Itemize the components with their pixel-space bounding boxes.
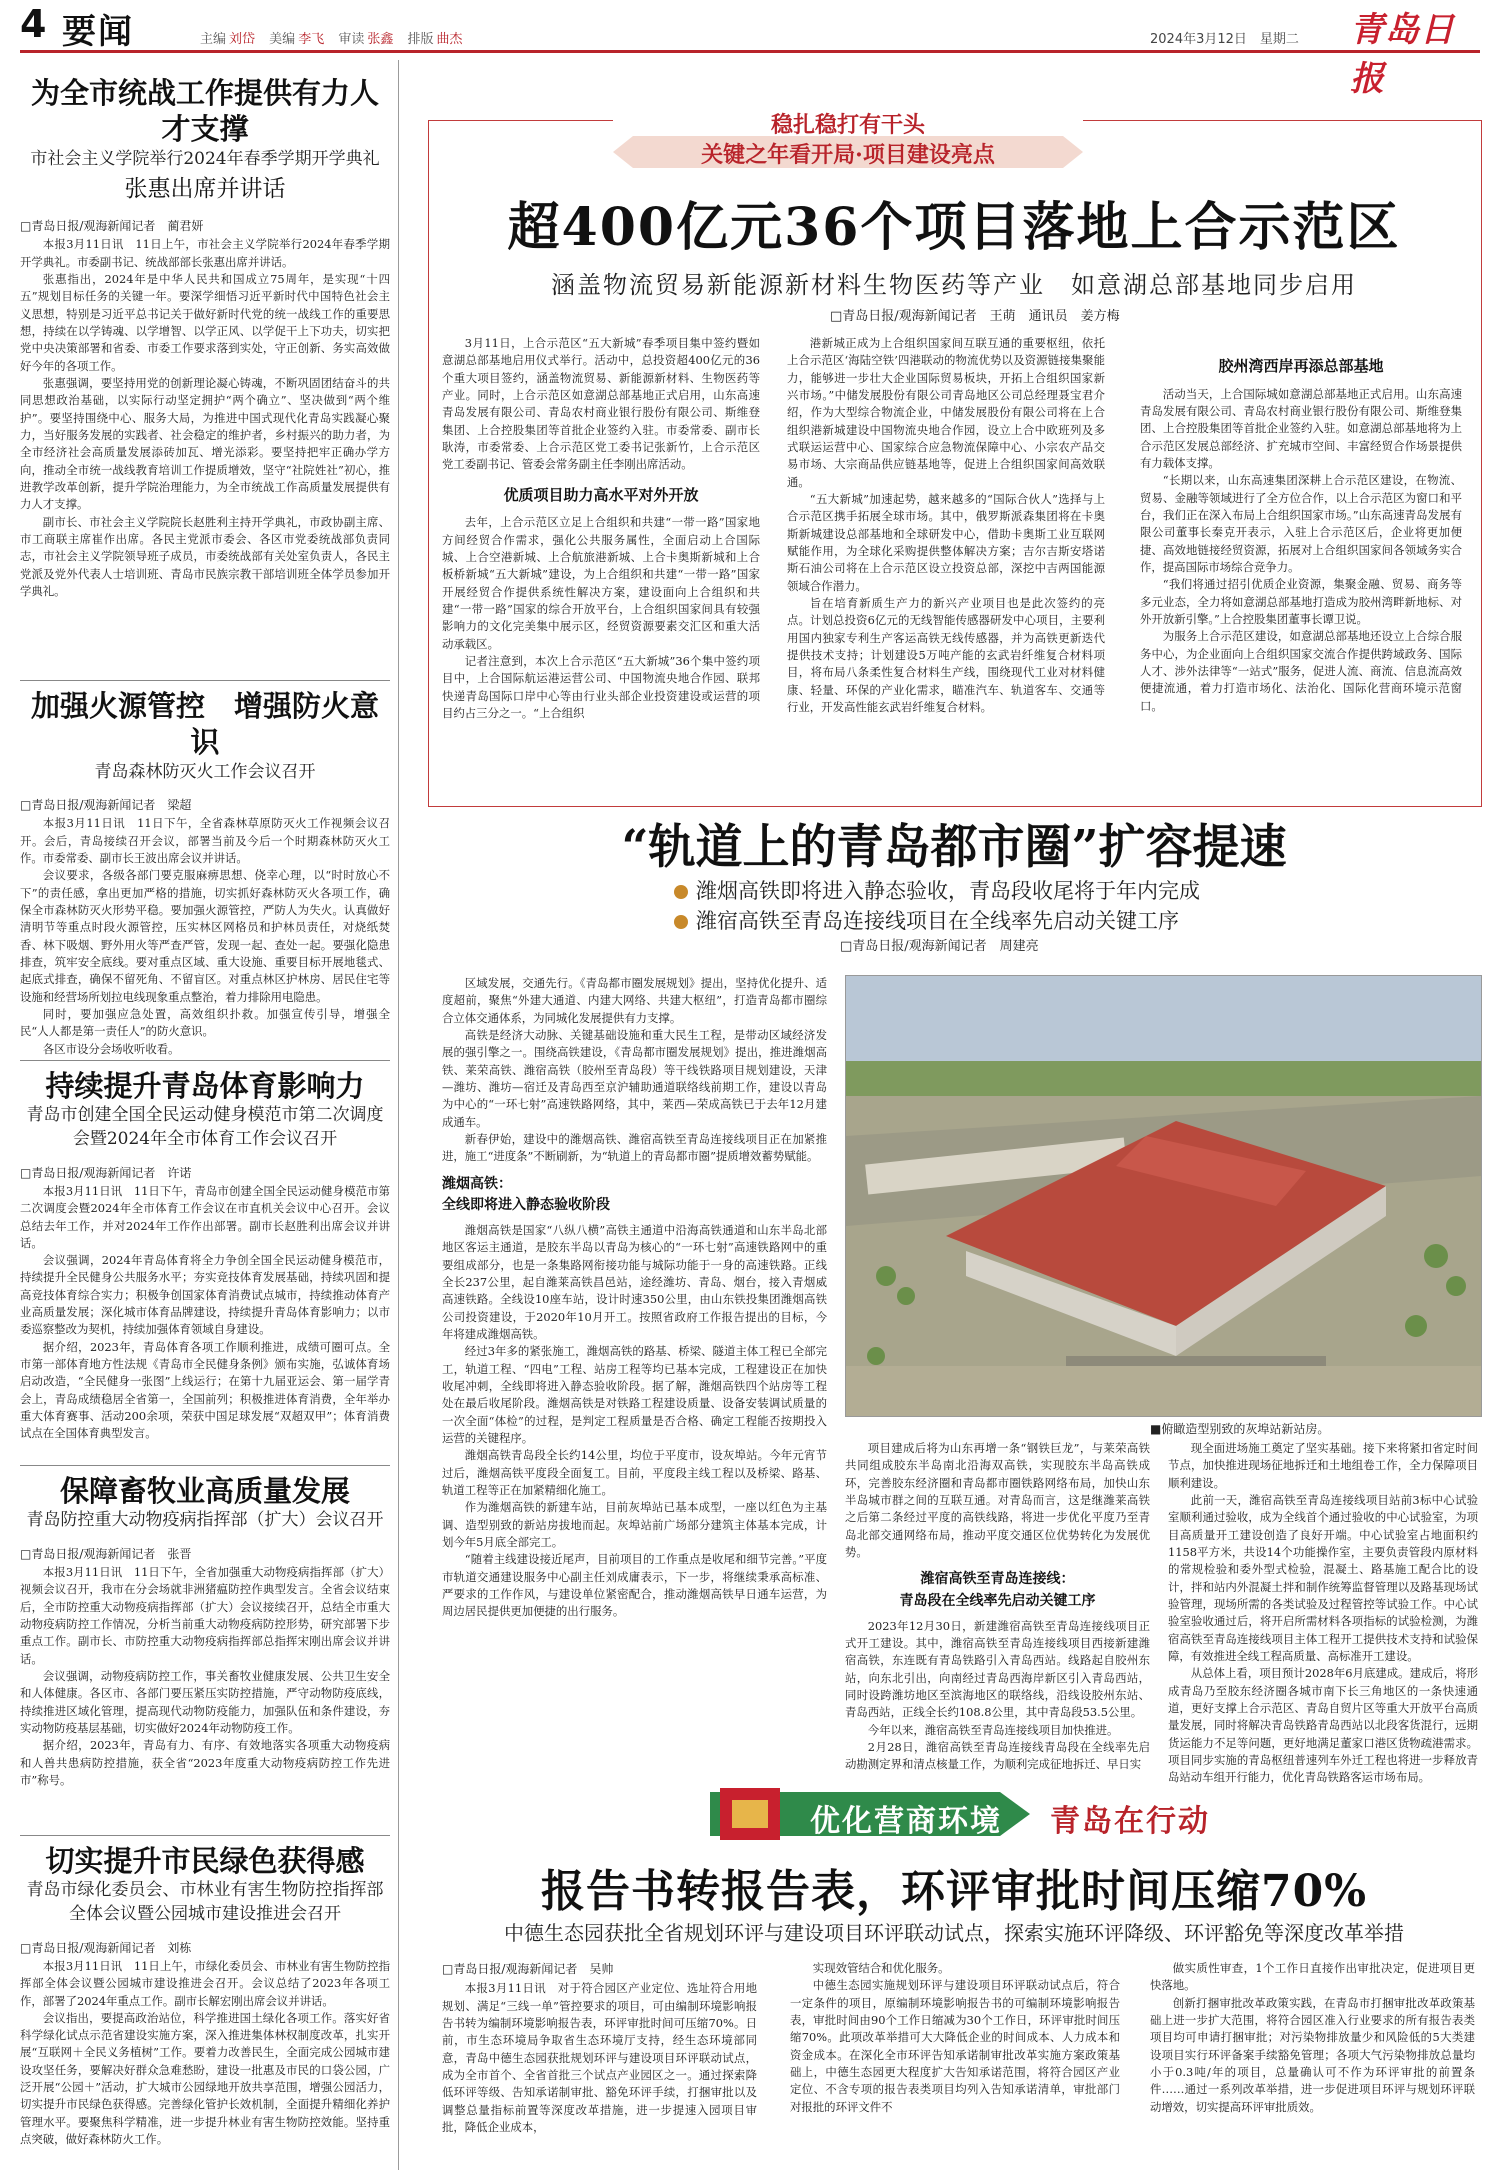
paragraph: 潍烟高铁是国家“八纵八横”高铁主通道中沿海高铁通道和山东半岛北部地区客运主通道，是胶东半岛以青岛为核心的“一环七射”高速铁路网中的重要组成部分，也是一条集路网衔接功能与城际功能于一身的高速铁路。正线全长237公里，起自潍莱高铁昌邑站，途经潍坊、青岛、烟台，接入青烟威高速铁路。全线设10座车站，设计时速350公里，由山东铁投集团潍烟高铁公司投资建设，于2020年10月开工。按照省政府工作报告提出的目标，今年将建成潍烟高铁。 — [442, 1223, 827, 1342]
paragraph: 为服务上合示范区建设，如意湖总部基地还设立上合综合服务中心，为企业面向上合组织国家交流合作提供跨域政务、国际人才、涉外法律等“一站式”服务，促进人流、商流、信息流高效便捷流通，着力打造市场化、法治化、国际化营商环境示范窗口。 — [1140, 629, 1462, 713]
article-livestock — [20, 1473, 390, 1789]
bottom-column-3 — [1150, 1960, 1475, 2116]
article-body — [20, 1183, 390, 1443]
feature-subhead: 优质项目助力高水平对外开放 — [503, 485, 699, 504]
issue-date: 2024年3月12日 星期二 — [1150, 32, 1299, 47]
rail-bullet — [674, 905, 1179, 935]
paragraph: 本报3月11日讯 对于符合园区产业定位、选址符合用地规划、满足“三线一单”管控要求的项目，可由编制环境影响报告书转为编制环境影响报告表，环评审批时间可压缩70%。日前，市生态环境局争取省生态环境厅支持，经生态环境部同意，青岛中德生态园获批规划环评与建设项目环评联动试点，成为全市首个、全省首批三个试点产业园区之一。通过探索降低环评等级、告知承诺制审批、豁免环评手续，打捆审批以及调整总量指标前置等深度改革措施，进一步提速入园项目审批，降低企业成本， — [442, 1981, 757, 2134]
paragraph: 张惠强调，要坚持用党的创新理论凝心铸魂，不断巩固团结奋斗的共同思想政治基础，以实际行动坚定拥护“两个确立”、坚决做到“两个维护”。要坚持围绕中心、服务大局，为推进中国式现代化青岛实践凝心聚力，当好服务发展的实践者、社会稳定的维护者，乡村振兴的助力者，为全市经济社会高质量发展添砖加瓦、增光添彩。要坚持把牢正确办学方向，推动全市统一战线教育培训工作提质增效，坚守“社院姓社”初心，推进教学改革创新，提升学院治理能力，为全市统战工作高质量发展提供有力人才支撑。 — [20, 376, 390, 512]
paragraph: 活动当天，上合国际城如意湖总部基地正式启用。山东高速青岛发展有限公司、青岛农村商业银行股份有限公司、斯维登集团、上合控股集团等首批企业签约入驻。如意湖总部基地将为上合示范区发展总部经济、扩充城市空间、丰富经贸合作场景提供有力载体支撑。 — [1140, 386, 1462, 471]
article-subhead: 市社会主义学院举行2024年春季学期开学典礼 — [30, 148, 380, 169]
photo-caption: ■俯瞰造型别致的灰埠站新站房。 — [1150, 1422, 1330, 1436]
bottom-kicker-2: 青岛在行动 — [1050, 1804, 1210, 1839]
rail-subhead — [845, 1569, 1150, 1612]
paragraph: 中德生态园实施规划环评与建设项目环评联动试点后，符合一定条件的项目，原编制环境影响报告书的可编制环境影响报告表，审批时间由90个工作日缩减为30个工作日，环评审批时间压缩70%。此项改革举措可大大降低企业的时间成本、人力成本和资金成本。在深化全市环评告知承诺制审批改革实施方案政策基础上，中德生态园更大程度扩大告知承诺范围，将符合园区产业定位、不含专项的报告表类项目均列入告知承诺清单，审批部门对报批的环评文件不 — [790, 1978, 1120, 2114]
left-news-column — [20, 60, 399, 2170]
paragraph: 高铁是经济大动脉、关键基础设施和重大民生工程，是带动区域经济发展的强引擎之一。围绕高铁建设，《青岛都市圈发展规划》提出，推进潍烟高铁、莱荣高铁、潍宿高铁（胶州至青岛段）等干线铁路项目规划建设，天津—潍坊、潍坊—宿迁及青岛西至京沪辅助通道联络线前期工作，建设以青岛为中心的“一环七射”高速铁路网络，其中，莱西—荣成高铁已于去年12月建成通车。 — [442, 1027, 827, 1129]
article-sports — [20, 1068, 390, 1443]
staff-name: 刘岱 — [229, 32, 256, 47]
article-body — [20, 1564, 390, 1789]
article-subhead: 青岛市绿化委员会、市林业有害生物防控指挥部全体会议暨公园城市建设推进会召开 — [26, 1880, 384, 1925]
article-body — [20, 236, 390, 600]
section-name: 要闻 — [62, 12, 134, 52]
paragraph: 创新打捆审批改革政策实践，在青岛市打捆审批改革政策基础上进一步扩大范围，将符合园区准入行业要求的所有报告表类项目均可申请打捆审批；对污染物排放量少和风险低的5大类建设项目实行环评备案手续豁免管理；各项大气污染物排放总量均小于0.3吨/年的项目，总量确认可不作为环评审批的前置条件……通过一系列改革举措，进一步促进项目环评与规划环评联动增效，切实提高环评审批质效。 — [1150, 1995, 1475, 2114]
editorial-staff — [200, 28, 473, 47]
staff-name: 张鑫 — [367, 32, 394, 47]
staff-role: 主编 — [200, 32, 227, 47]
article-body — [20, 815, 390, 1058]
paragraph: “随着主线建设接近尾声，目前项目的工作重点是收尾和细节完善。”平度市轨道交通建设服务中心副主任刘成庸表示，下一步，将继续秉承高标准、严要求的工作作风，与建设单位紧密配合，推动潍烟高铁早日通车运营，为周边居民提供更加便捷的出行服务。 — [442, 1552, 827, 1619]
divider — [20, 1465, 390, 1466]
feature-column-2 — [787, 335, 1105, 716]
article-subhead: 青岛防控重大动物疫病指挥部（扩大）会议召开 — [26, 1510, 384, 1531]
article-forest-fire — [20, 688, 390, 1058]
staff-role: 美编 — [269, 32, 296, 47]
paragraph: 潍烟高铁青岛段全长约14公里，均位于平度市，设灰埠站。今年元宵节过后，潍烟高铁平度段全面复工。目前，平度段主线工程以及桥梁、路基、轨道工程等正在加紧精细化施工。 — [442, 1448, 827, 1498]
divider — [20, 1060, 390, 1061]
paragraph: 会议指出，要提高政治站位，科学推进国土绿化各项工作。落实好省科学绿化试点示范省建设实施方案，深入推进集体林权制度改革，扎实开展“互联网＋全民义务植树”工作。要着力改善民生，全面完成公园城市建设攻坚任务，要解决好群众急难愁盼，建设一批惠及市民的口袋公园，广泛开展“公园＋”活动，扩大城市公园绿地开放共享范围，增强公园活力，切实提升市民绿色获得感。完善绿化管护长效机制，全面提升精细化养护管理水平。要聚焦科学精准，进一步提升林业有害生物防控效能。坚持重点突破，做好森林防火工作。 — [20, 2010, 390, 2147]
paragraph: 港新城正成为上合组织国家间互联互通的重要枢纽，依托上合示范区‘海陆空铁’四港联动的物流优势以及资源链接集聚能力，能够进一步壮大企业国际贸易板块，开拓上合组织国家新兴市场。”中储发展股份有限公司青岛地区公司总经理聂宝君介绍，作为大型综合物流企业，中储发展股份有限公司将在上合组织港新城建设中国物流央地合作园，设立上合中欧班列及多式联运运营中心、国家综合应急物流保障中心、小宗农产品交易市场、大宗商品供应链基地等，促进上合组织国家间高效联通。 — [787, 336, 1105, 489]
rail-bullet-text: 潍烟高铁即将进入静态验收，青岛段收尾将于年内完成 — [696, 879, 1200, 903]
rail-subhead-subtitle: 青岛段在全线率先启动关键工序 — [899, 1592, 1096, 1609]
article-byline: □青岛日报/观海新闻记者 蔺君妍 — [20, 219, 204, 234]
paragraph: 本报3月11日讯 11日上午，市绿化委员会、市林业有害生物防控指挥部全体会议暨公园城市建设推进会召开。会议总结了2023年各项工作，部署了2024年重点工作。副市长解宏刚出席会议并讲话。 — [20, 1958, 390, 2008]
rail-headline: “轨道上的青岛都市圈”扩容提速 — [621, 820, 1287, 875]
rail-bullet-text: 潍宿高铁至青岛连接线项目在全线率先启动关键工序 — [696, 909, 1179, 933]
feature-column-3 — [1140, 355, 1462, 715]
paragraph: 做实质性审查，1个工作日直接作出审批决定，促进项目更快落地。 — [1150, 1961, 1475, 1993]
rail-column-3 — [1168, 1440, 1478, 1787]
article-headline: 持续提升青岛体育影响力 — [45, 1069, 365, 1103]
article-byline: □青岛日报/观海新闻记者 张晋 — [20, 1547, 192, 1562]
paragraph: 从总体上看，项目预计2028年6月底建成。建成后，将形成青岛乃至胶东经济圈各城市南下长三角地区的一条快速通道，更好支撑上合示范区、青岛自贸片区等重大开放平台高质量发展，同时将解决青岛铁路青岛西站以北段客货混行，远期货运能力不足等问题，更好地满足董家口港区货物疏港需求。项目同步实施的青岛枢纽普速列车外迁工程也将进一步释放青岛站动车组开行能力，优化青岛铁路客运市场布局。 — [1168, 1666, 1478, 1785]
paragraph: 实现效管结合和优化服务。 — [812, 1961, 950, 1975]
feature-byline: □青岛日报/观海新闻记者 王萌 通讯员 姜方梅 — [830, 309, 1120, 324]
paragraph: 2023年12月30日，新建潍宿高铁至青岛连接线项目正式开工建设。其中，潍宿高铁至青岛连接线项目西接新建潍宿高铁，东连既有青岛铁路引入青岛西站。线路起自胶州东站，向东北引出，向南经过青岛西海岸新区引入青岛西站，同时设跨潍坊地区至滨海地区的联络线，沿线设胶州东站、青岛西站，正线全长约108.8公里，其中青岛段53.5公里。 — [845, 1618, 1150, 1720]
rail-subhead-subtitle: 全线即将进入静态验收阶段 — [442, 1196, 610, 1213]
feature-headline: 超400亿元36个项目落地上合示范区 — [507, 197, 1401, 258]
article-subhead: 青岛森林防灭火工作会议召开 — [94, 761, 316, 782]
paragraph: 会议要求，各级各部门要克服麻痹思想、侥幸心理，以“时时放心不下”的责任感，拿出更加严格的措施，切实抓好森林防灭火各项工作，确保全市森林防灭火形势平稳。要加强火源管控，严防人为失火。认真做好清明节等重点时段火源管控，压实林区网格员和护林员责任，对烧纸焚香、林下吸烟、野外用火等严查严管，发现一起、查处一起。要强化隐患排查，筑牢安全底线。要对重点区域、重大设施、重要目标开展地毯式、起底式排查，确保不留死角、不留盲区。对重点林区护林房、居民住宅等设施和经营场所划拉电线现象重点整治，着力排除用电隐患。 — [20, 868, 390, 1004]
kicker-line-1: 稳扎稳打有干头 — [770, 112, 925, 138]
feature-column-1 — [442, 335, 760, 722]
paragraph: 本报3月11日讯 11日下午，全省加强重大动物疫病指挥部（扩大）视频会议召开，我市在分会场就非洲猪瘟防控作典型发言。全省会议结束后，全市防控重大动物疫病指挥部（扩大）会议接续召开，总结全市重大动物疫病防控工作情况，分析当前重大动物疫病防控形势，研究部署下步重点工作。副市长、市防控重大动物疫病指挥部总指挥宋刚出席会议并讲话。 — [20, 1565, 390, 1666]
paragraph: 同时，要加强应急处置，高效组织扑救。加强宣传引导，增强全民“人人都是第一责任人”的防火意识。 — [20, 1006, 390, 1039]
paragraph: 经过3年多的紧张施工，潍烟高铁的路基、桥梁、隧道主体工程已全部完工，轨道工程、“四电”工程、站房工程等均已基本完成，工程建设正在加快收尾冲刺，全线即将进入静态验收阶段。据了解，潍烟高铁四个站房等工程处在最后收尾阶段。潍烟高铁是对铁路工程建设质量、设备安装调试质量的一次全面“体检”的过程，是判定工程质量是否合格、确定工程能否按期投入运营的关键程序。 — [442, 1344, 827, 1446]
paragraph: 3月11日，上合示范区“五大新城”春季项目集中签约暨如意湖总部基地启用仪式举行。活动中，总投资超400亿元的36个重大项目签约，涵盖物流贸易、新能源新材料、生物医药等产业。同时，上合示范区如意湖总部基地正式启用，山东高速青岛发展有限公司、青岛农村商业银行股份有限公司、斯维登集团、上合控股集团等首批企业签约入驻。市委常委、副市长耿涛，市委常委、上合示范区党工委书记张新竹，上合示范区党工委副书记、管委会常务副主任李刚出席活动。 — [442, 336, 760, 472]
paragraph: 去年，上合示范区立足上合组织和共建“一带一路”国家地方间经贸合作需求，强化公共服务属性，全面启动上合国际城、上合空港新城、上合航旅港新城、上合卡奥斯新城和上合板桥新城“五大新城”建设，为上合组织和共建“一带一路”国家开展经贸合作提供系统性解决方案，建设面向上合组织和共建“一带一路”国家的综合开放平台，上合组织国家间具有较强影响力的文化完美集中展示区，经贸资源要素交汇区和重大活动承载区。 — [442, 515, 760, 651]
article-subhead-2: 张惠出席并讲话 — [124, 176, 286, 203]
paragraph: 项目建成后将为山东再增一条“钢铁巨龙”，与莱荣高铁共同组成胶东半岛南北沿海双高铁，实现胶东半岛高铁成环，完善胶东经济圈和青岛都市圈铁路网络布局，加快山东半岛城市群之间的互联互通。对青岛而言，这是继潍莱高铁之后第二条经过平度的高铁线路，将进一步优化平度乃至青岛北部交通网络布局，推动平度交通区位优势转化为发展优势。 — [845, 1441, 1150, 1559]
article-headline: 切实提升市民绿色获得感 — [45, 1844, 365, 1878]
bottom-kicker: 优化营商环境 — [810, 1804, 1002, 1839]
paragraph: 据介绍，2023年，青岛有力、有序、有效地落实各项重大动物疫病和人兽共患病防控措施，获全省“2023年度重大动物疫病防控工作先进市”称号。 — [20, 1738, 390, 1787]
paragraph: “五大新城”加速起势，越来越多的“国际合伙人”选择与上合示范区携手拓展全球市场。其中，俄罗斯派森集团将在卡奥斯新城建设总部基地和全球研发中心，借助卡奥斯工业互联网赋能作用，为全球化采购提供整体解决方案；吉尔吉斯安塔诺斯石油公司将在上合示范区设立投资总部，深挖中吉两国能源领域合作潜力。 — [787, 491, 1105, 593]
paragraph: 会议强调，动物疫病防控工作，事关畜牧业健康发展、公共卫生安全和人体健康。各区市、各部门要压紧压实防控措施，严守动物防疫底线，持续推进区域化管理，提高现代动物防疫能力，加强队伍和条件建设，夯实动物防疫基层基础，切实做好2024年动物防疫工作。 — [20, 1669, 390, 1735]
paragraph: 各区市设分会场收听收看。 — [42, 1041, 180, 1056]
paragraph: 2月28日，潍宿高铁至青岛连接线青岛段在全线率先启动勘测定界和清点核量工作，为顺利完成征地拆迁、早日实 — [845, 1740, 1150, 1772]
article-headline: 保障畜牧业高质量发展 — [59, 1474, 350, 1508]
paragraph: 本报3月11日讯 11日下午，青岛市创建全国全民运动健身模范市第二次调度会暨2024年全市体育工作会议在市直机关会议中心召开。会议总结去年工作，并对2024年工作作出部署。副市长赵胜利出席会议并讲话。 — [20, 1183, 390, 1250]
article-subhead: 青岛市创建全国全民运动健身模范市第二次调度会暨2024年全市体育工作会议召开 — [26, 1105, 384, 1150]
rail-subhead — [442, 1174, 827, 1217]
paragraph: 据介绍，2023年，青岛体育各项工作顺利推进，成绩可圈可点。全市第一部体育地方性法规《青岛市全民健身条例》颁布实施，弘诚体育场启动改造，“全民健身一张图”上线运行；在第十九届亚运会、第一届学青会上，青岛成绩稳居全省第一，全国前列；积极推进体育消费，全年举办重大体育赛事、活动200余项，荣获中国足球发展“双超双甲”；体育消费试点在全国体育典型发言。 — [20, 1339, 390, 1441]
paragraph: 现全面进场施工奠定了坚实基础。接下来将紧扣省定时间节点，加快推进现场征地拆迁和土地组卷工作，全力保障项目顺利建设。 — [1168, 1441, 1478, 1490]
bottom-column-2 — [790, 1960, 1120, 2116]
staff-name: 李飞 — [298, 32, 325, 47]
feature-deck: 涵盖物流贸易新能源新材料生物医药等产业 如意湖总部基地同步启用 — [551, 271, 1357, 299]
paragraph: 作为潍烟高铁的新建车站，目前灰埠站已基本成型，一座以红色为主基调、造型别致的新站房拔地而起。灰埠站前广场部分建筑主体基本完成，计划今年5月底全部完工。 — [442, 1500, 827, 1550]
paragraph: 新春伊始，建设中的潍烟高铁、潍宿高铁至青岛连接线项目正在加紧推进，施工“进度条”不断刷新，为“轨道上的青岛都市圈”提质增效蓄势赋能。 — [442, 1131, 827, 1164]
feature-subhead: 胶州湾西岸再添总部基地 — [1218, 357, 1384, 375]
article-united-front — [20, 75, 390, 600]
bottom-deck: 中德生态园获批全省规划环评与建设项目环评联动试点，探索实施环评降级、环评豁免等深度改革举措 — [504, 1921, 1404, 1945]
page-number: 4 — [20, 2, 47, 46]
kicker-line-2: 关键之年看开局·项目建设亮点 — [701, 142, 995, 168]
station-photo-illustration — [846, 976, 1481, 1416]
paragraph: 旨在培育新质生产力的新兴产业项目也是此次签约的亮点。计划总投资6亿元的无线智能传感器研发中心项目，主要利用国内独家专利生产客运高铁无线传感器，并为高铁更新迭代提供技术支持；计划建设5万吨产能的玄武岩纤维复合材料项目，将布局八条柔性复合材料生产线，围绕现代工业对材料健康、轻量、环保的产业化需求，瞄准汽车、轨道客车、交通等行业，开发高性能玄武岩纤维复合材料。 — [787, 595, 1105, 714]
article-byline: □青岛日报/观海新闻记者 许诺 — [20, 1165, 192, 1180]
rail-subhead-title: 潍宿高铁至青岛连接线： — [920, 1571, 1075, 1588]
paragraph: 今年以来，潍宿高铁至青岛连接线项目加快推进。 — [867, 1722, 1119, 1737]
paragraph: 本报3月11日讯 11日上午，市社会主义学院举行2024年春季学期开学典礼。市委副书记、统战部部长张惠出席并讲话。 — [20, 237, 390, 269]
article-headline: 加强火源管控 增强防火意识 — [30, 689, 379, 760]
paragraph: 会议强调，2024年青岛体育将全力争创全国全民运动健身模范市，持续提升全民健身公共服务水平；夯实竞技体育发展基础，持续巩固和提高竞技体育综合实力；积极争创国家体育消费试点城市，持续推动体育产业高质量发展；深化城市体育品牌建设，持续提升青岛体育影响力；以市委巡察整改为契机，持续加强体育领域自身建设。 — [20, 1253, 390, 1337]
paragraph: 区域发展，交通先行。《青岛都市圈发展规划》提出，坚持优化提升、适度超前，聚焦“外建大通道、内建大网络、共建大枢纽”，打造青岛都市圈综合立体交通体系，为同城化发展提供有力支撑。 — [442, 976, 827, 1025]
masthead — [20, 0, 1480, 99]
feature-kicker-banner — [613, 106, 1083, 170]
article-greening — [20, 1843, 390, 2148]
article-body — [20, 1958, 390, 2149]
article-headline: 为全市统战工作提供有力人才支撑 — [30, 76, 379, 147]
staff-role: 排版 — [407, 32, 434, 47]
paragraph: 此前一天，潍宿高铁至青岛连接线项目站前3标中心试验室顺利通过验收，成为全线首个通过验收的中心试验室，为项目高质量开工建设创造了良好开端。中心试验室占地面积约1158平方米，共设14个功能操作室，主要负责管段内原材料的常规检验和委外型式检验，混凝土、路基施工配合比的设计，拌和站内外混凝土拌和制作统筹监督管理以及路基现场试验管理，现场所需的各类试验及过程管控等试验工作。中心试验室验收通过后，将开启所需材料各项指标的试验检测，为潍宿高铁至青岛连接线项目主体工程开工提供技术支持和试验保障，有效推进全线工程高质量、高标准开工建设。 — [1168, 1492, 1478, 1663]
paragraph: 记者注意到，本次上合示范区“五大新城”36个集中签约项目中，上合国际航运港运营公司、中国物流央地合作园、联邦快递青岛国际口岸中心等由行业头部企业投资建设或运营的项目约占三分之一。“上合组织 — [442, 654, 760, 721]
station-aerial-photo — [845, 975, 1482, 1417]
paragraph: “长期以来，山东高速集团深耕上合示范区建设，在物流、贸易、金融等领域进行了全方位合作，以上合示范区为窗口和平台，我们正在深入布局上合组织国家市场。”山东高速青岛发展有限公司董事长秦克开表示，入驻上合示范区后，企业将更加便捷、高效地链接经贸资源，拓展对上合组织国家间各领域务实合作，提高国际市场综合竞争力。 — [1140, 473, 1462, 575]
rail-subhead-title: 潍烟高铁： — [442, 1175, 512, 1192]
staff-name: 曲杰 — [436, 32, 463, 47]
article-byline: □青岛日报/观海新闻记者 梁超 — [20, 798, 192, 813]
bottom-headline: 报告书转报告表，环评审批时间压缩70% — [540, 1866, 1368, 1917]
divider — [20, 1835, 390, 1836]
paragraph: 副市长、市社会主义学院院长赵胜利主持开学典礼，市政协副主席、市工商联主席崔作出席。各民主党派市委会、各区市党委统战部负责同志，市社会主义学院领导班子成员，市委统战部有关处室负责人，各民主党派及党外代表人士培训班、青岛市民族宗教干部培训班全体学员参加开学典礼。 — [20, 514, 390, 599]
bullet-dot-icon — [674, 885, 688, 899]
paragraph: “我们将通过招引优质企业资源，集聚金融、贸易、商务等多元业态，全力将如意湖总部基地打造成为胶州湾畔新地标、对外开放新引擎。”上合控股集团董事长谭卫说。 — [1140, 577, 1462, 627]
rail-byline: □青岛日报/观海新闻记者 周建亮 — [840, 939, 1039, 954]
bullet-dot-icon — [674, 915, 688, 929]
rail-column-1 — [442, 975, 827, 1621]
bottom-column-1 — [442, 1960, 757, 2136]
divider — [20, 680, 390, 681]
paper-logo: 青岛日报 — [1350, 10, 1455, 99]
bottom-byline: □青岛日报/观海新闻记者 吴帅 — [442, 1962, 614, 1976]
rail-column-2 — [845, 1440, 1150, 1774]
rail-bullet — [674, 875, 1200, 905]
staff-role: 审读 — [338, 32, 365, 47]
paragraph: 本报3月11日讯 11日下午，全省森林草原防灭火工作视频会议召开。会后，青岛接续召开会议，部署当前及今后一个时期森林防灭火工作。市委常委、副市长王波出席会议并讲话。 — [20, 816, 390, 865]
article-byline: □青岛日报/观海新闻记者 刘栋 — [20, 1940, 192, 1955]
paragraph: 张惠指出，2024年是中华人民共和国成立75周年，是实现“十四五”规划目标任务的关键一年。要深学细悟习近平新时代中国特色社会主义思想，特别是习近平总书记关于做好新时代党的统一战线工作的重要思想，持续在以学铸魂、以学增智、以学正风、以学促干上下功夫，切实把党中央决策部署和省委、市委工作要求落到实处，守正创新、务实高效做好今年的各项工作。 — [20, 272, 390, 373]
